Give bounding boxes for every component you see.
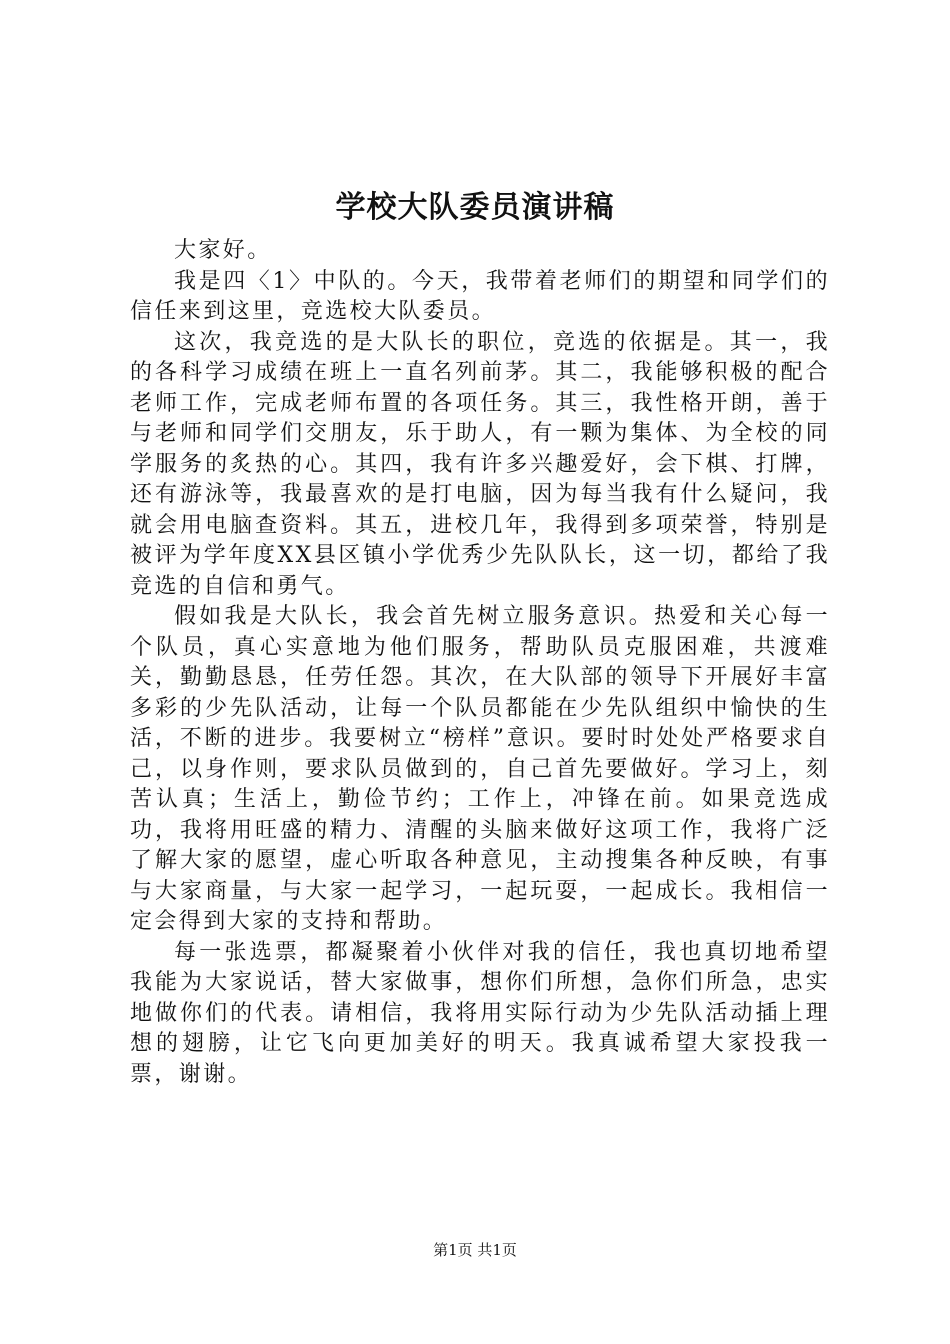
paragraph-qualifications: 这次，我竞选的是大队长的职位，竞选的依据是。其一，我的各科学习成绩在班上一直名列前茅。其二，我能够积极的配合老师工作，完成老师布置的各项任务。其三，我性格开朗，善于与老师和同学们交朋友，乐于助人，有一颗为集体、为全校的同学服务的炙热的心。其四，我有许多兴趣爱好，会下棋、打牌，还有游泳等，我最喜欢的是打电脑，因为每当我有什么疑问，我就会用电脑查资料。其五，进校几年，我得到多项荣誉，特别是被评为学年度XX县区镇小学优秀少先队队长，这一切，都给了我竞选的自信和勇气。 [130,329,830,599]
document-title: 学校大队委员演讲稿 [335,190,615,225]
paragraph-introduction: 我是四〈1〉中队的。今天，我带着老师们的期望和同学们的信任来到这里，竞选校大队委员。 [130,268,830,324]
paragraph-closing: 每一张选票，都凝聚着小伙伴对我的信任，我也真切地希望我能为大家说话，替大家做事，想你们所想，急你们所急，忠实地做你们的代表。请相信，我将用实际行动为少先队活动插上理想的翅膀，让它飞向更加美好的明天。我真诚希望大家投我一票，谢谢。 [130,939,830,1087]
page-footer: 第1页 共1页 [433,1241,517,1259]
document-body [130,236,830,1090]
paragraph-greeting: 大家好。 [174,238,272,263]
paragraph-plans: 假如我是大队长，我会首先树立服务意识。热爱和关心每一个队员，真心实意地为他们服务，帮助队员克服困难，共渡难关，勤勤恳恳，任劳任怨。其次，在大队部的领导下开展好丰富多彩的少先队活动，让每一个队员都能在少先队组织中愉快的生活，不断的进步。我要树立“榜样”意识。要时时处处严格要求自己，以身作则，要求队员做到的，自己首先要做好。学习上，刻苦认真；生活上，勤俭节约；工作上，冲锋在前。如果竞选成功，我将用旺盛的精力、清醒的头脑来做好这项工作，我将广泛了解大家的愿望，虚心听取各种意见，主动搜集各种反映，有事与大家商量，与大家一起学习，一起玩耍，一起成长。我相信一定会得到大家的支持和帮助。 [130,604,830,934]
